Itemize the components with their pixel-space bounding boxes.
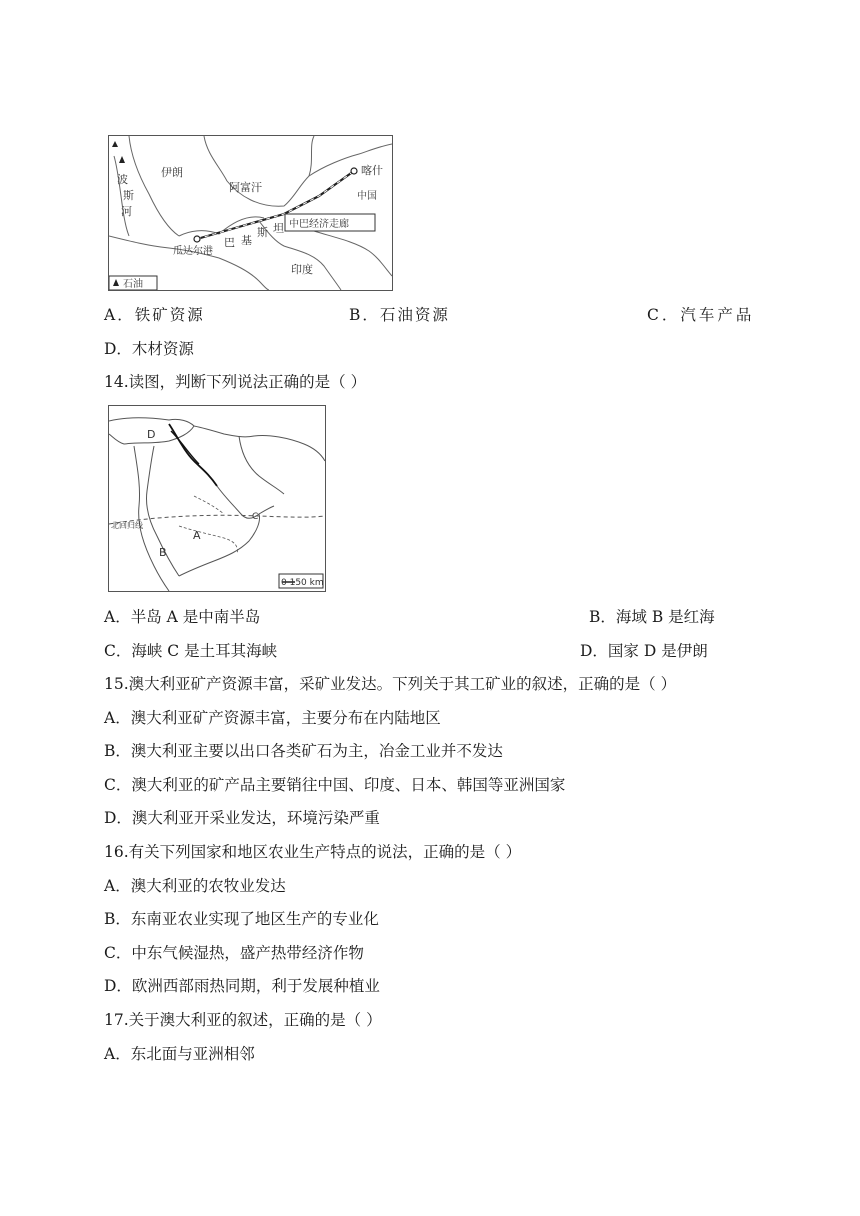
q15-option-a: A．澳大利亚矿产资源丰富，主要分布在内陆地区 <box>104 709 441 727</box>
q14-option-d: D．国家 D 是伊朗 <box>580 642 708 660</box>
corridor-map <box>108 135 393 291</box>
gwadar-marker <box>194 236 200 242</box>
q15-option-c: C．澳大利亚的矿产品主要销往中国、印度、日本、韩国等亚洲国家 <box>104 776 566 794</box>
q16-option-c: C．中东气候湿热，盛产热带经济作物 <box>104 944 364 962</box>
label-tropic: 北回归线 <box>111 521 143 530</box>
label-pakistan-4: 坦 <box>273 222 284 235</box>
label-corridor: 中巴经济走廊 <box>289 219 349 230</box>
label-b: B <box>159 546 167 559</box>
label-india: 印度 <box>291 263 313 276</box>
label-gulf-3: 河 <box>121 205 132 218</box>
q14-option-a: A．半岛 A 是中南半岛 <box>104 608 261 626</box>
q14-stem: 14.读图，判断下列说法正确的是（ ） <box>104 373 367 391</box>
label-afghanistan: 阿富汗 <box>229 181 262 194</box>
q15-stem: 15.澳大利亚矿产资源丰富，采矿业发达。下列关于其工矿业的叙述，正确的是（ ） <box>104 675 677 693</box>
q17-stem: 17.关于澳大利亚的叙述，正确的是（ ） <box>104 1011 382 1029</box>
middle-east-map <box>108 405 326 592</box>
label-iran: 伊朗 <box>161 166 183 179</box>
q17-option-a: A．东北面与亚洲相邻 <box>104 1045 255 1063</box>
oil-symbol <box>112 141 118 147</box>
q16-option-b: B．东南亚农业实现了地区生产的专业化 <box>104 910 379 928</box>
label-kashgar: 喀什 <box>361 164 383 177</box>
label-pakistan-1: 巴 <box>224 236 235 249</box>
q13-option-a: A．铁矿资源 <box>104 306 205 324</box>
label-gulf-2: 斯 <box>123 189 134 202</box>
q14-option-b: B．海域 B 是红海 <box>589 608 715 626</box>
q13-option-b: B．石油资源 <box>349 306 450 324</box>
label-c: C <box>252 512 259 522</box>
label-d: D <box>147 428 156 441</box>
oil-symbol <box>119 156 125 163</box>
q13-option-d: D．木材资源 <box>104 340 194 358</box>
q14-option-c: C．海峡 C 是土耳其海峡 <box>104 642 278 660</box>
corridor-map-drawing <box>109 136 392 290</box>
label-pakistan-3: 斯 <box>257 226 268 239</box>
label-gwadar: 瓜达尔港 <box>173 246 213 257</box>
q16-option-a: A．澳大利亚的农牧业发达 <box>104 877 286 895</box>
label-scale: 0 150 km <box>281 578 324 588</box>
label-china: 中国 <box>357 191 377 202</box>
label-a: A <box>193 529 201 542</box>
q16-stem: 16.有关下列国家和地区农业生产特点的说法，正确的是（ ） <box>104 843 522 861</box>
label-pakistan-2: 基 <box>241 234 252 247</box>
label-legend-oil: 石油 <box>123 279 143 290</box>
middle-east-map-drawing <box>109 406 325 591</box>
label-gulf-1: 波 <box>117 173 128 186</box>
q15-option-b: B．澳大利亚主要以出口各类矿石为主，冶金工业并不发达 <box>104 742 503 760</box>
q15-option-d: D．澳大利亚开采业发达，环境污染严重 <box>104 809 380 827</box>
q13-option-c: C．汽车产品 <box>647 306 755 324</box>
kashgar-marker <box>351 168 357 174</box>
q16-option-d: D．欧洲西部雨热同期，利于发展种植业 <box>104 977 380 995</box>
